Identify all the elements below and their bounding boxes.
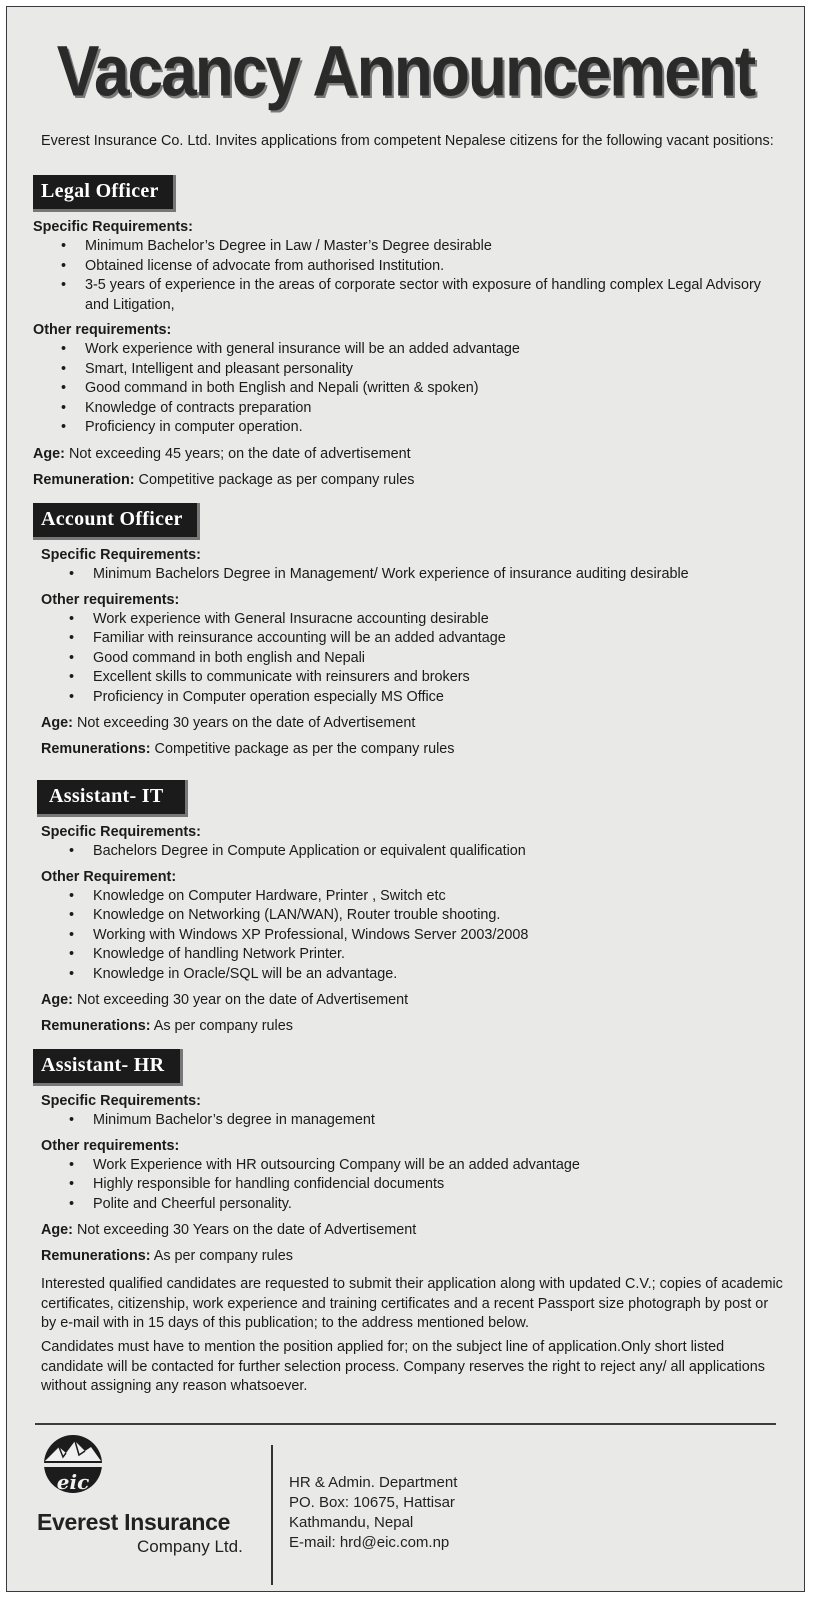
- section-assistant-it: [7, 780, 805, 1036]
- age-value: Not exceeding 30 years on the date of Advertisement: [72, 715, 416, 731]
- remuneration-label: Remuneration:: [33, 471, 135, 488]
- specific-requirements-label: Specific Requirements:: [41, 547, 201, 563]
- vacancy-notice: [6, 6, 805, 1592]
- selection-notice: Candidates must have to mention the position applied for; on the subject line of application.Only short listed candidate will be contacted for further selection process. Company reserves the right to reject any/ all applications without assigning any reason whatsoever.: [41, 1339, 765, 1394]
- age-line: [33, 444, 805, 464]
- list-item: • Minimum Bachelors Degree in Management/ Work experience of insurance auditing desirable: [41, 565, 805, 585]
- remuneration-value: As per company rules: [150, 1018, 293, 1034]
- specific-requirements-list: [41, 565, 805, 585]
- everest-mountain-logo-icon: [39, 1433, 107, 1495]
- age-label: Age:: [33, 445, 65, 462]
- list-item: • Knowledge on Computer Hardware, Printer , Switch etc: [41, 887, 805, 907]
- specific-requirements-label: Specific Requirements:: [41, 1093, 201, 1109]
- remuneration-label: Remunerations:: [41, 1248, 151, 1264]
- list-item: • Work Experience with HR outsourcing Company will be an added advantage: [41, 1156, 805, 1176]
- list-item: • Minimum Bachelor’s degree in management: [41, 1111, 805, 1131]
- list-item: • Proficiency in Computer operation especially MS Office: [41, 688, 805, 708]
- age-value: Not exceeding 45 years; on the date of advertisement: [64, 445, 411, 462]
- other-requirements-list: [41, 887, 805, 985]
- list-item: • Excellent skills to communicate with reinsurers and brokers: [41, 668, 805, 688]
- remuneration-label: Remunerations:: [41, 1018, 151, 1034]
- list-item: • Working with Windows XP Professional, Windows Server 2003/2008: [41, 926, 805, 946]
- specific-requirements-label: Specific Requirements:: [41, 824, 201, 840]
- list-item: • Knowledge of handling Network Printer.: [41, 945, 805, 965]
- list-item: • Good command in both english and Nepali: [41, 649, 805, 669]
- intro-text: Everest Insurance Co. Ltd. Invites applications from competent Nepalese citizens for the following vacant positions:: [41, 133, 774, 149]
- remuneration-line: [41, 1016, 805, 1036]
- age-line: [41, 1220, 805, 1240]
- remuneration-value: Competitive package as per company rules: [134, 471, 415, 488]
- age-value: Not exceeding 30 year on the date of Advertisement: [72, 992, 409, 1008]
- age-label: Age:: [41, 1222, 73, 1238]
- contact-email[interactable]: E-mail: hrd@eic.com.np: [289, 1534, 450, 1551]
- list-item: • Smart, Intelligent and pleasant personality: [33, 360, 805, 380]
- logo-monogram: eic: [56, 1470, 90, 1494]
- age-line: [41, 713, 805, 733]
- company-name: Everest Insurance: [37, 1509, 231, 1535]
- age-value: Not exceeding 30 Years on the date of Advertisement: [72, 1222, 417, 1238]
- specific-requirements-list: [41, 842, 805, 862]
- list-item: • Bachelors Degree in Compute Application or equivalent qualification: [41, 842, 805, 862]
- page-title: Vacancy Announcement: [56, 30, 755, 112]
- list-item: • Good command in both English and Nepali (written & spoken): [33, 379, 805, 399]
- age-label: Age:: [41, 992, 73, 1008]
- footer-separator: [271, 1445, 273, 1585]
- specific-requirements-list: [33, 237, 805, 315]
- other-requirements-list: [41, 1156, 805, 1215]
- list-item: • Highly responsible for handling confidencial documents: [41, 1175, 805, 1195]
- footer-divider: [35, 1423, 776, 1425]
- list-item: • Obtained license of advocate from authorised Institution.: [33, 257, 778, 277]
- application-instructions: Interested qualified candidates are requested to submit their application along with updated C.V.; copies of academic certificates, citizenship, work experience and training certificates and a recent Passport size photograph by post or by e-mail with in 15 days of this publication; to the address mentioned below.: [41, 1276, 783, 1331]
- contact-po-box: PO. Box: 10675, Hattisar: [289, 1494, 455, 1511]
- specific-requirements-list: [41, 1111, 805, 1131]
- remuneration-line: [41, 739, 805, 759]
- remuneration-value: As per company rules: [150, 1248, 293, 1264]
- other-requirements-label: Other Requirement:: [41, 868, 177, 885]
- section-heading: Legal Officer: [33, 175, 176, 212]
- specific-requirements-label: Specific Requirements:: [33, 219, 193, 235]
- list-item: • Minimum Bachelor’s Degree in Law / Master’s Degree desirable: [33, 237, 778, 257]
- list-item: • Polite and Cheerful personality.: [41, 1195, 805, 1215]
- section-assistant-hr: [7, 1049, 805, 1266]
- list-item: • Knowledge of contracts preparation: [33, 399, 805, 419]
- other-requirements-list: [33, 340, 805, 438]
- other-requirements-label: Other requirements:: [41, 1137, 180, 1154]
- list-item: • Knowledge on Networking (LAN/WAN), Router trouble shooting.: [41, 906, 805, 926]
- section-heading: Assistant- IT: [37, 780, 188, 817]
- other-requirements-label: Other requirements:: [33, 322, 172, 338]
- age-line: [41, 990, 805, 1010]
- contact-city: Kathmandu, Nepal: [289, 1514, 414, 1531]
- remuneration-label: Remunerations:: [41, 741, 151, 757]
- remuneration-value: Competitive package as per the company rules: [150, 741, 455, 757]
- company-logo: [37, 1431, 277, 1581]
- contact-address: [289, 1473, 457, 1553]
- section-heading: Assistant- HR: [33, 1049, 183, 1086]
- list-item: • Work experience with general insurance will be an added advantage: [33, 340, 805, 360]
- contact-department: HR & Admin. Department: [289, 1474, 458, 1491]
- remuneration-line: [41, 1246, 805, 1266]
- company-suffix: Company Ltd.: [137, 1537, 243, 1556]
- remuneration-line: [33, 470, 805, 490]
- list-item: • Familiar with reinsurance accounting will be an added advantage: [41, 629, 805, 649]
- section-account-officer: [7, 503, 805, 759]
- age-label: Age:: [41, 715, 73, 731]
- list-item: • Proficiency in computer operation.: [33, 418, 805, 438]
- list-item: • Knowledge in Oracle/SQL will be an advantage.: [41, 965, 805, 985]
- section-heading: Account Officer: [33, 503, 200, 540]
- section-legal-officer: [7, 175, 805, 490]
- other-requirements-label: Other requirements:: [41, 591, 180, 608]
- list-item: • 3-5 years of experience in the areas of corporate sector with exposure of handling complex Legal Advisory and Litigation,: [33, 276, 778, 315]
- other-requirements-list: [41, 610, 805, 708]
- list-item: • Work experience with General Insuracne accounting desirable: [41, 610, 805, 630]
